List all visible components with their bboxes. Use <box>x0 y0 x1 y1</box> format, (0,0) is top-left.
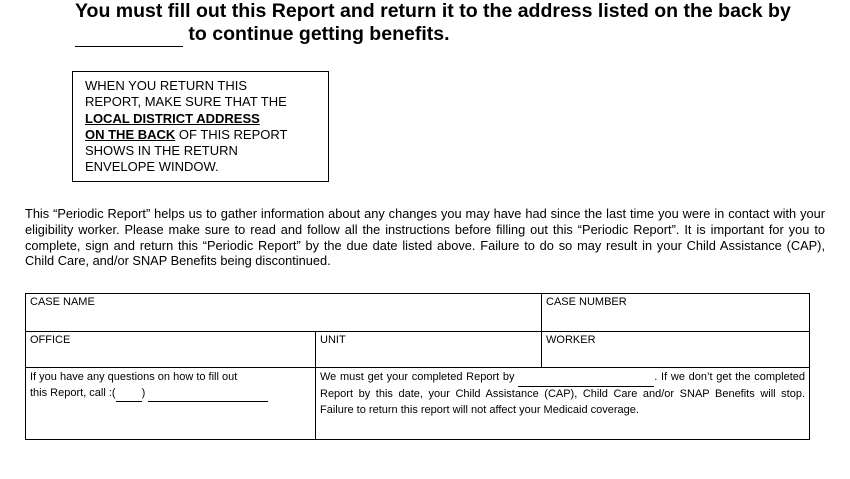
worker-label: WORKER <box>546 334 596 346</box>
contact-line-1: If you have any questions on how to fill out <box>30 371 238 383</box>
due-date-cell <box>316 368 810 440</box>
notice-line-4-text: OF THIS REPORT <box>175 126 288 142</box>
due-text-2: . If we don’t get the completed Report by this date, your Child Assistance (CAP), Child Care and/or SNAP Benefits will stop. Failure to return this report will not affect your Medicaid coverage. <box>320 371 806 416</box>
headline-line-2-text: to continue getting benefits. <box>188 23 450 45</box>
notice-emphasis-2: ON THE BACK <box>85 126 176 142</box>
notice-line-1: WHEN YOU RETURN THIS <box>85 78 248 93</box>
contact-line-2 <box>30 386 311 403</box>
notice-line-2: REPORT, MAKE SURE THAT THE <box>85 94 287 110</box>
notice-line-6: ENVELOPE WINDOW. <box>85 159 219 175</box>
office-row <box>26 332 810 368</box>
unit-field[interactable] <box>316 332 542 368</box>
page-headline <box>75 0 835 47</box>
case-info-table <box>25 293 810 440</box>
notice-emphasis-1: LOCAL DISTRICT ADDRESS <box>85 110 260 126</box>
worker-field[interactable] <box>542 332 810 368</box>
office-field[interactable] <box>26 332 316 368</box>
headline-line-2 <box>75 23 835 47</box>
notice-line-4 <box>85 127 321 143</box>
case-name-label: CASE NAME <box>30 296 95 308</box>
return-date-blank[interactable] <box>75 23 183 47</box>
unit-label: UNIT <box>320 334 346 346</box>
contact-line-2-text: this Report, call : <box>30 386 112 399</box>
info-row <box>26 368 810 440</box>
intro-paragraph: This “Periodic Report” helps us to gather information about any changes you may have had since the last time you were in contact with your eligibility worker. Please make sure to read and follow all the instructions before filling out this “Periodic Report”. It is important for you to complete, sign and return this “Periodic Report” by the due date listed above. Failure to do so may result in your Child Assistance (CAP), Child Care, and/or SNAP Benefits being discontinued. <box>25 206 825 269</box>
return-address-notice-box <box>72 71 329 182</box>
contact-info-cell <box>26 368 316 440</box>
phone-blank[interactable] <box>148 386 268 403</box>
case-number-field[interactable] <box>542 294 810 332</box>
case-name-field[interactable] <box>26 294 542 332</box>
phone-number-field[interactable]: ( ) <box>112 387 268 399</box>
notice-line-5: SHOWS IN THE RETURN <box>85 143 238 159</box>
office-label: OFFICE <box>30 334 71 346</box>
due-date-blank[interactable] <box>518 370 654 387</box>
due-text-1: We must get your completed Report by <box>320 371 515 383</box>
case-row <box>26 294 810 332</box>
case-number-label: CASE NUMBER <box>546 296 627 308</box>
notice-line-3 <box>85 111 321 127</box>
headline-line-1: You must fill out this Report and return it to the address listed on the back by <box>75 0 791 22</box>
area-code-blank[interactable] <box>116 386 142 403</box>
